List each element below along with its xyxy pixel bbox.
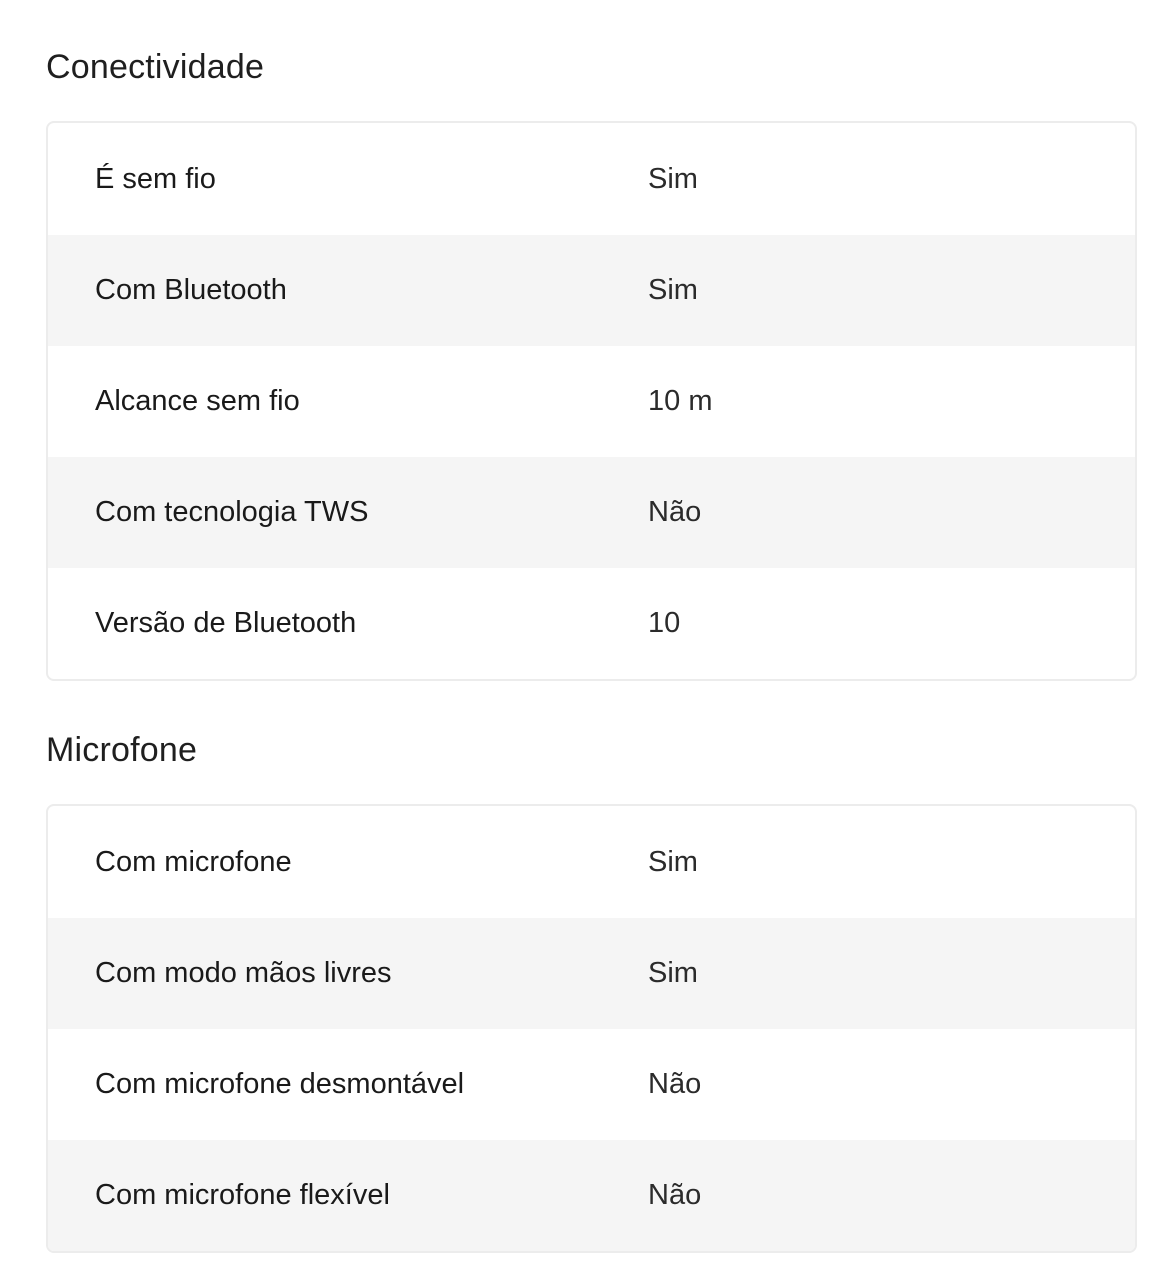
- spec-value: Sim: [648, 845, 698, 878]
- table-row: [48, 235, 1135, 346]
- spec-value: 10: [648, 607, 681, 639]
- spec-value: Sim: [648, 957, 698, 989]
- spec-table-microfone: [46, 804, 1137, 1253]
- section-title-microfone: Microfone: [46, 731, 198, 769]
- table-row: [48, 1029, 1135, 1140]
- spec-value: Não: [648, 1179, 702, 1211]
- table-row: [48, 346, 1135, 457]
- table-row: [48, 123, 1135, 235]
- spec-label: Alcance sem fio: [95, 385, 300, 417]
- spec-label: Com microfone desmontável: [95, 1068, 465, 1100]
- spec-table-conectividade: [46, 121, 1137, 681]
- spec-label: Com Bluetooth: [95, 274, 287, 306]
- spec-label: É sem fio: [95, 162, 216, 195]
- spec-label: Versão de Bluetooth: [95, 607, 357, 639]
- table-row: [48, 457, 1135, 568]
- spec-label: Com modo mãos livres: [95, 957, 392, 989]
- spec-value: Sim: [648, 162, 698, 195]
- spec-value: Sim: [648, 274, 698, 306]
- table-row: [48, 918, 1135, 1029]
- spec-label: Com tecnologia TWS: [95, 496, 369, 528]
- spec-label: Com microfone flexível: [95, 1179, 390, 1211]
- table-row: [48, 1140, 1135, 1251]
- section-title-conectividade: Conectividade: [46, 48, 265, 86]
- spec-value: Não: [648, 1068, 702, 1100]
- table-row: [48, 806, 1135, 918]
- table-row: [48, 568, 1135, 679]
- spec-label: Com microfone: [95, 845, 292, 878]
- spec-value: 10 m: [648, 385, 713, 417]
- spec-value: Não: [648, 496, 702, 528]
